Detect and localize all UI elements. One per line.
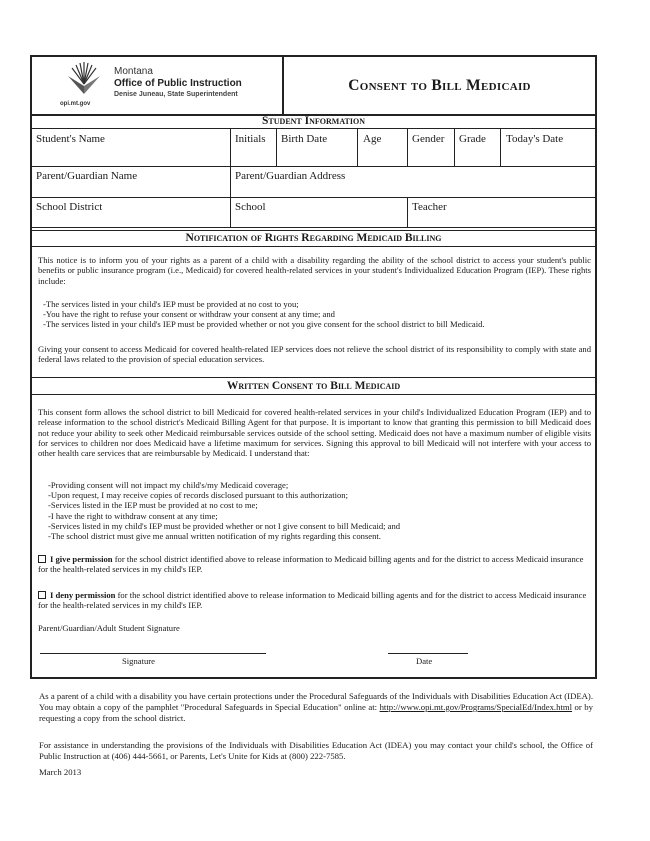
consent-intro: This consent form allows the school district to bill Medicaid for covered health-related services in your child's Individualized Education Program (IEP) and to release information to the school district's Medicaid Billing Agent for that purpose. It is important to know that granting this permission to bill Medicaid does not reduce your ability to seek other Medicaid reimbursable services outside of the school setting. Medicaid does not have a maximum number of eligible visits for services to children nor does Medicaid have a lifetime maximum for services. Signing this approval to bill Medicaid will not interfere with your access to other health care services that are reimbursable by Medicaid. I understand that:	[38, 407, 591, 459]
divider	[454, 129, 455, 166]
divider	[32, 227, 595, 228]
list-item: -Providing consent will not impact my child's/my Medicaid coverage;	[48, 480, 289, 490]
age-field[interactable]: Age	[363, 133, 382, 145]
list-item: -The school district must give me annual written notification of my rights regarding this consent.	[48, 531, 381, 542]
notification-closing: Giving your consent to access Medicaid for covered health-related IEP services does not relieve the school district of its responsibility to comply with state and federal laws related to the provision of special education services.	[38, 344, 591, 365]
divider	[407, 129, 408, 166]
gender-field[interactable]: Gender	[412, 133, 445, 145]
form-title: Consent to Bill Medicaid	[348, 77, 531, 94]
divider	[32, 166, 595, 167]
give-permission-checkbox[interactable]	[38, 555, 46, 563]
date-line[interactable]	[388, 653, 468, 654]
consent-form	[30, 55, 597, 679]
signature-line[interactable]	[40, 653, 266, 654]
initials-field[interactable]: Initials	[235, 133, 266, 145]
divider	[276, 129, 277, 166]
list-item: -Services listed in the IEP must be provided at no cost to me;	[48, 500, 258, 511]
logo-caption: opi.mt.gov	[60, 101, 91, 107]
divider	[32, 197, 595, 198]
school-field[interactable]: School	[235, 201, 266, 213]
give-permission-option	[38, 554, 591, 575]
org-state: Montana	[114, 66, 153, 77]
deny-permission-checkbox[interactable]	[38, 591, 46, 599]
assistance-note: For assistance in understanding the provisions of the Individuals with Disabilities Education Act (IDEA) you may contact your child's school, the Office of Public Instruction at (406) 444-5661, or Parents, Let's Unite for Kids at (800) 222-7585.	[39, 740, 593, 761]
parent-name-field[interactable]: Parent/Guardian Name	[36, 170, 138, 182]
give-permission-text: for the school district identified above to release information to Medicaid billing agents and for the district to access Medicaid insurance for the health-related services in my child's IEP.	[38, 554, 584, 575]
list-item: -I have the right to withdraw consent at any time;	[48, 510, 218, 521]
student-name-field[interactable]: Student's Name	[36, 133, 105, 145]
give-permission-label: I give permission	[50, 554, 113, 564]
notification-intro: This notice is to inform you of your rights as a parent of a child with a disability regarding the ability of the school district to access your student's public benefits or public insurance program (i.e., Medicaid) for covered health-related services in your student's Individualized Education Program (IEP). These rights include:	[38, 255, 591, 286]
deny-permission-option	[38, 590, 591, 611]
notification-heading: Notification of Rights Regarding Medicaid Billing	[32, 230, 595, 247]
student-info-heading: Student Information	[32, 114, 595, 129]
divider	[500, 129, 501, 166]
list-item: -Upon request, I may receive copies of records disclosed pursuant to this authorization;	[48, 490, 348, 501]
safeguards-text: As a parent of a child with a disability you have certain protections under the Procedural Safeguards of the Individuals with Disabilities Education Act (IDEA). You may obtain a copy of the pamphlet "Procedural Safeguards in Special Education" online at:	[39, 691, 593, 712]
org-name: Office of Public Instruction	[114, 78, 242, 89]
opi-logo-icon	[66, 62, 102, 98]
todays-date-field[interactable]: Today's Date	[506, 133, 564, 145]
teacher-field[interactable]: Teacher	[412, 201, 447, 213]
list-item: -You have the right to refuse your consent or withdraw your consent at any time; and	[43, 309, 335, 320]
form-header	[32, 57, 595, 116]
safeguards-note	[39, 691, 593, 724]
signature-heading: Parent/Guardian/Adult Student Signature	[38, 623, 180, 633]
org-superintendent: Denise Juneau, State Superintendent	[114, 91, 238, 98]
parent-address-field[interactable]: Parent/Guardian Address	[235, 170, 346, 182]
divider	[407, 197, 408, 227]
birth-date-field[interactable]: Birth Date	[281, 133, 328, 145]
revision-date: March 2013	[39, 767, 82, 777]
agency-block	[32, 57, 284, 114]
understand-list	[48, 480, 588, 541]
written-consent-heading: Written Consent to Bill Medicaid	[32, 377, 595, 395]
list-item: -The services listed in your child's IEP must be provided whether or not you give consent for the school district to bill Medicaid.	[43, 319, 485, 330]
safeguards-tail: or by requesting a copy from the school district.	[39, 702, 593, 723]
rights-list	[43, 299, 583, 330]
signature-label: Signature	[122, 656, 155, 666]
divider	[230, 129, 231, 227]
safeguards-link[interactable]: http://www.opi.mt.gov/Programs/SpecialEd/Index.html	[379, 702, 573, 712]
list-item: -Services listed in my child's IEP must be provided whether or not I give consent to bill Medicaid; and	[48, 520, 401, 531]
date-label: Date	[416, 656, 433, 666]
deny-permission-label: I deny permission	[50, 590, 116, 600]
divider	[357, 129, 358, 166]
school-district-field[interactable]: School District	[36, 201, 103, 213]
deny-permission-text: for the school district identified above to release information to Medicaid billing agents and for the district to access Medicaid insurance for the health-related services in my child's IEP.	[38, 590, 587, 611]
list-item: -The services listed in your child's IEP must be provided at no cost to you;	[43, 299, 299, 309]
grade-field[interactable]: Grade	[459, 133, 486, 145]
